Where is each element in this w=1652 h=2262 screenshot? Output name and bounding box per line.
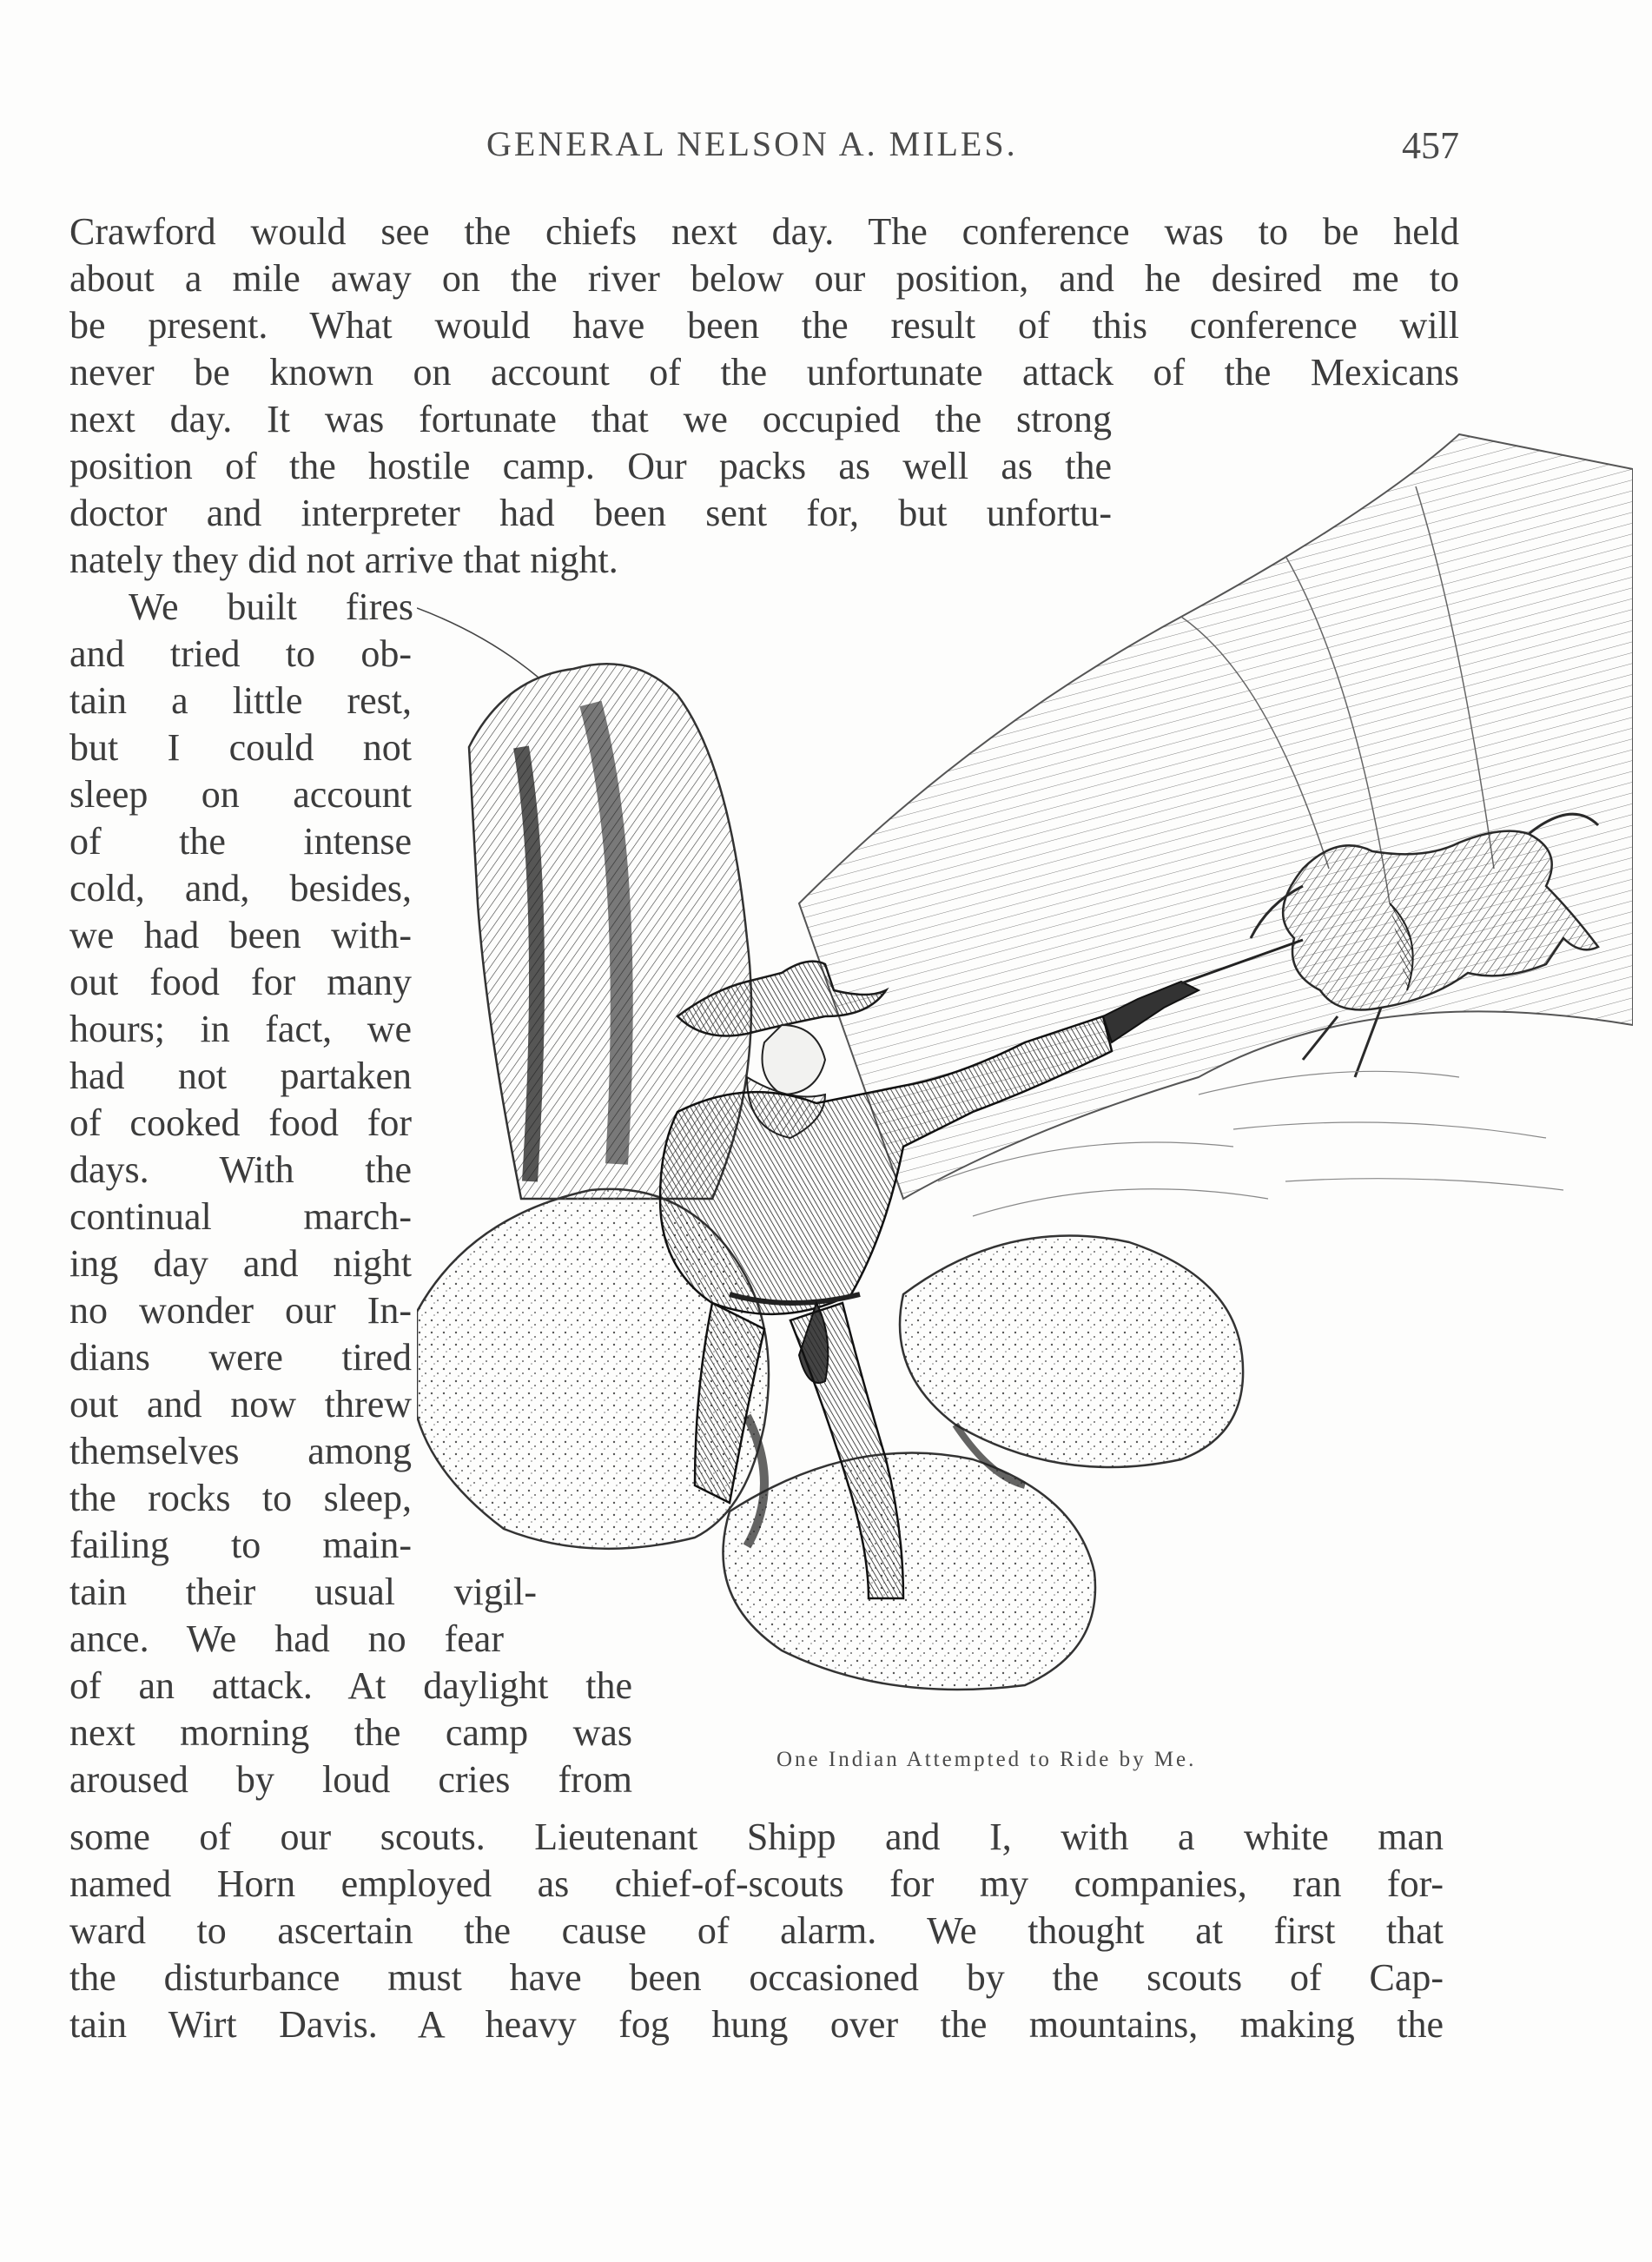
body-line: tain Wirt Davis. A heavy fog hung over the mountains, making the bbox=[69, 2003, 1444, 2046]
body-line: sleep on account bbox=[69, 773, 412, 816]
body-line: of cooked food for bbox=[69, 1101, 412, 1144]
body-line: the disturbance must have been occasioned by the scouts of Cap- bbox=[69, 1956, 1444, 1999]
body-line: next morning the camp was bbox=[69, 1711, 632, 1754]
body-line: next day. It was fortunate that we occupied the strong bbox=[69, 398, 1112, 440]
body-line: themselves among bbox=[69, 1430, 412, 1472]
body-line: ward to ascertain the cause of alarm. We thought at first that bbox=[69, 1909, 1444, 1952]
body-line: of an attack. At daylight the bbox=[69, 1664, 632, 1707]
body-line: position of the hostile camp. Our packs as well as the bbox=[69, 445, 1112, 487]
body-line: of the intense bbox=[69, 820, 412, 863]
body-line: be present. What would have been the result of this conference will bbox=[69, 304, 1459, 347]
body-line: named Horn employed as chief-of-scouts for my companies, ran for- bbox=[69, 1862, 1444, 1905]
illustration-caption: One Indian Attempted to Ride by Me. bbox=[776, 1748, 1197, 1771]
body-line: failing to main- bbox=[69, 1524, 412, 1566]
body-line: and tried to ob- bbox=[69, 632, 412, 675]
body-line: doctor and interpreter had been sent for, but unfortu- bbox=[69, 492, 1112, 534]
body-line: tain their usual vigil- bbox=[69, 1571, 537, 1613]
running-title: GENERAL NELSON A. MILES. bbox=[486, 124, 1018, 163]
body-line: out and now threw bbox=[69, 1383, 412, 1425]
body-line: we had been with- bbox=[69, 914, 412, 956]
body-line: We built fires bbox=[129, 585, 413, 628]
body-line: out food for many bbox=[69, 961, 412, 1003]
body-line: dians were tired bbox=[69, 1336, 412, 1379]
body-line: had not partaken bbox=[69, 1055, 412, 1097]
body-line: ing day and night bbox=[69, 1242, 412, 1285]
body-line: the rocks to sleep, bbox=[69, 1477, 412, 1519]
body-line: days. With the bbox=[69, 1148, 412, 1191]
body-line: nately they did not arrive that night. bbox=[69, 539, 618, 581]
body-line: never be known on account of the unfortunate attack of the Mexicans bbox=[69, 351, 1459, 394]
body-line: aroused by loud cries from bbox=[69, 1758, 632, 1801]
body-line: about a mile away on the river below our position, and he desired me to bbox=[69, 257, 1459, 300]
page-number: 457 bbox=[1402, 124, 1459, 167]
body-line: but I could not bbox=[69, 726, 412, 769]
body-line: Crawford would see the chiefs next day. The conference was to be held bbox=[69, 210, 1459, 253]
body-line: hours; in fact, we bbox=[69, 1008, 412, 1050]
engraving-illustration bbox=[417, 417, 1633, 1729]
body-line: some of our scouts. Lieutenant Shipp and I, with a white man bbox=[69, 1816, 1444, 1858]
body-line: tain a little rest, bbox=[69, 679, 412, 722]
body-line: cold, and, besides, bbox=[69, 867, 412, 909]
body-line: continual march- bbox=[69, 1195, 412, 1238]
body-line: ance. We had no fear bbox=[69, 1617, 504, 1660]
body-line: no wonder our In- bbox=[69, 1289, 412, 1332]
